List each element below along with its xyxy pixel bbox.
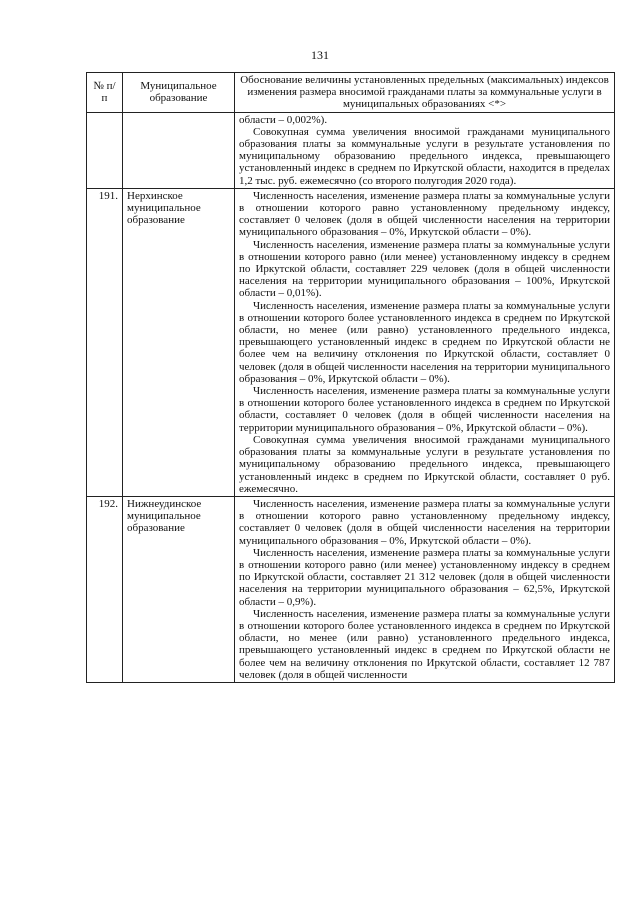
paragraph: Численность населения, изменение размера платы за коммунальные услуги в отношении которого равно (или менее) установленному индексу в среднем по Иркутской области, составляет 21 312 человек (доля в общей численности населения на территории муниципального образования – 62,5%, Иркутской области – 0,9%). [239, 546, 610, 608]
table-row [87, 188, 615, 496]
header-municipality: Муниципальное образование [123, 73, 235, 113]
paragraph: Численность населения, изменение размера платы за коммунальные услуги в отношении которого более установленного индекса в среднем по Иркутской области, но менее (или равно) установленного предельного индекса, превышающего установленный индекс в среднем по Иркутской области не более чем на величину отклонения по Иркутской области, составляет 0 человек (доля в общей численности населения на территории муниципального образования – 0%, Иркутской области – 0%). [239, 299, 610, 385]
row-municipality [123, 112, 235, 188]
row-justification [235, 496, 615, 682]
row-number: 192. [87, 496, 123, 682]
row-number: 191. [87, 188, 123, 496]
header-justification: Обоснование величины установленных предельных (максимальных) индексов изменения размера вносимой гражданами платы за коммунальные услуги в муниципальных образованиях <*> [235, 73, 615, 113]
row-justification [235, 188, 615, 496]
paragraph: Численность населения, изменение размера платы за коммунальные услуги в отношении которого равно установленному предельному индексу, составляет 0 человек (доля в общей численности населения на территории муниципального образования – 0%, Иркутской области – 0%). [239, 497, 610, 547]
table-row [87, 112, 615, 188]
paragraph: Численность населения, изменение размера платы за коммунальные услуги в отношении которого равно (или менее) установленному индексу в среднем по Иркутской области, составляет 229 человек (доля в общей численности населения на территории муниципального образования – 100%, Иркутской области – 0,01%). [239, 238, 610, 300]
table-header-row [87, 73, 615, 113]
justification-table [86, 72, 615, 683]
paragraph: Совокупная сумма увеличения вносимой гражданами муниципального образования платы за коммунальные услуги в результате установления по муниципальному образованию предельного индекса, превышающего установленный индекс в среднем по Иркутской области, находится в пределах 1,2 тыс. руб. ежемесячно (со второго полугодия 2020 года). [239, 125, 610, 187]
paragraph: Численность населения, изменение размера платы за коммунальные услуги в отношении которого более установленного индекса в среднем по Иркутской области, но менее (или равно) установленного предельного индекса, превышающего установленный индекс в среднем по Иркутской области не более чем на величину отклонения по Иркутской области, составляет 12 787 человек (доля в общей численности [239, 607, 610, 681]
page-number: 131 [311, 48, 329, 62]
header-number: № п/п [87, 73, 123, 113]
table-row [87, 496, 615, 682]
paragraph: Численность населения, изменение размера платы за коммунальные услуги в отношении которого равно установленному предельному индексу, составляет 0 человек (доля в общей численности населения на территории муниципального образования – 0%, Иркутской области – 0%). [239, 189, 610, 239]
row-justification [235, 112, 615, 188]
paragraph: Численность населения, изменение размера платы за коммунальные услуги в отношении которого более установленного индекса в среднем по Иркутской области, составляет 0 человек (доля в общей численности населения на территории муниципального образования – 0%, Иркутской области – 0%). [239, 385, 610, 434]
paragraph: области – 0,002%). [239, 113, 328, 126]
row-number [87, 112, 123, 188]
row-municipality: Нижнеудинское муниципальное образование [123, 496, 235, 682]
row-municipality: Нерхинское муниципальное образование [123, 188, 235, 496]
paragraph: Совокупная сумма увеличения вносимой гражданами муниципального образования платы за коммунальные услуги в результате установления по муниципальному образованию предельного индекса, превышающего установленный индекс в среднем по Иркутской области, составляет 0 руб. ежемесячно. [239, 433, 610, 495]
